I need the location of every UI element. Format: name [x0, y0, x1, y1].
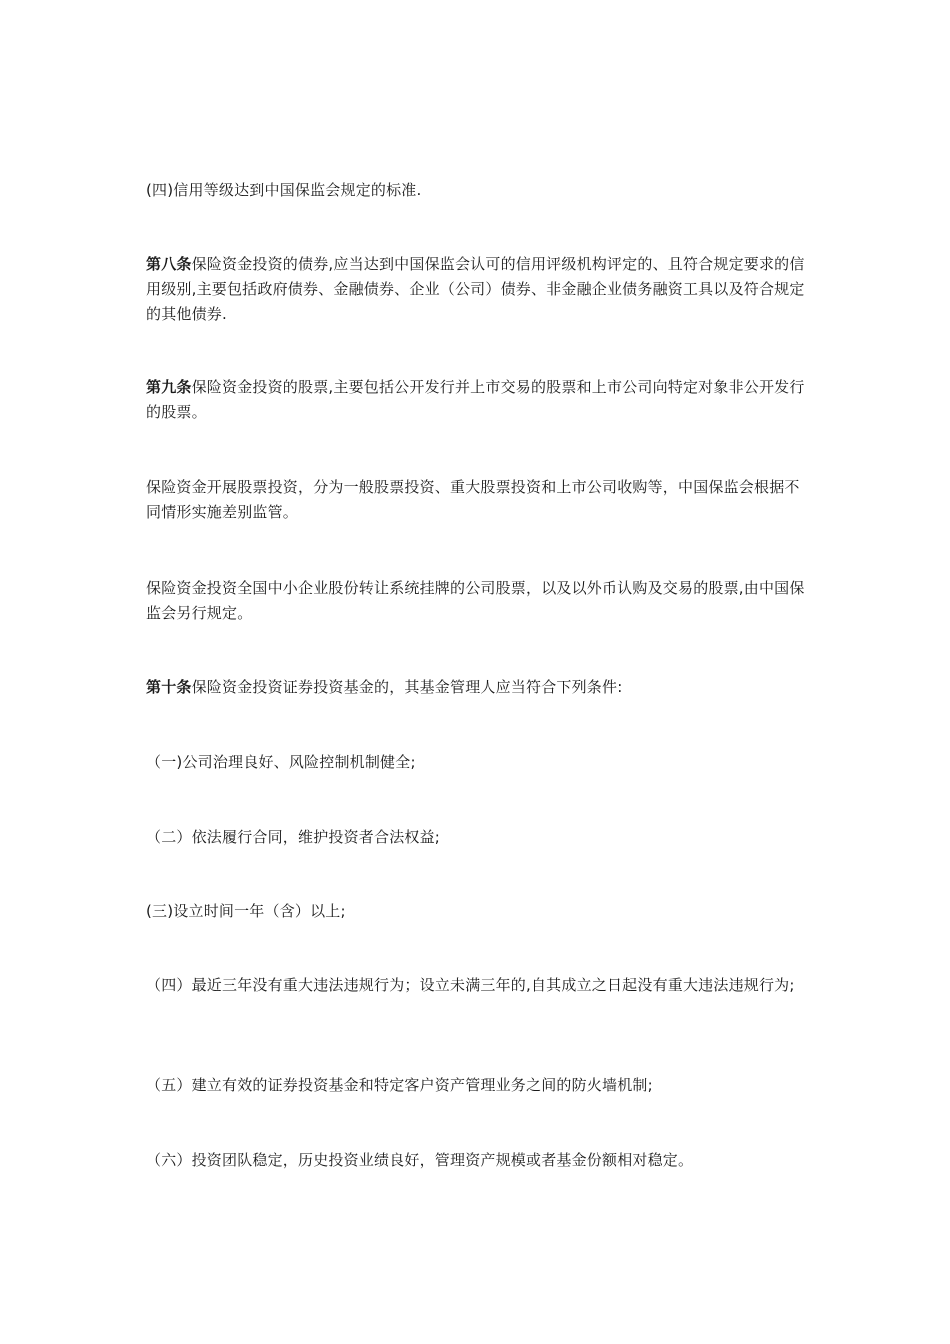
paragraph-article-8 [146, 252, 810, 327]
paragraph-text: 保险资金投资的股票,主要包括公开发行并上市交易的股票和上市公司向特定对象非公开发行的股票。 [146, 378, 805, 421]
paragraph-condition-1 [146, 750, 810, 775]
paragraph-neeq-stocks [146, 576, 810, 626]
paragraph-text: 保险资金投资全国中小企业股份转让系统挂牌的公司股票，以及以外币认购及交易的股票,由中国保监会另行规定。 [146, 579, 805, 622]
paragraph-text: 保险资金开展股票投资，分为一般股票投资、重大股票投资和上市公司收购等，中国保监会根据不同情形实施差别监管。 [146, 478, 800, 521]
paragraph-condition-6 [146, 1148, 810, 1173]
article-heading: 第十条 [146, 678, 192, 696]
paragraph-condition-3 [146, 899, 810, 924]
paragraph-text: （六）投资团队稳定，历史投资业绩良好，管理资产规模或者基金份额相对稳定。 [146, 1151, 694, 1169]
paragraph-article-9 [146, 375, 810, 425]
paragraph-text: （一)公司治理良好、风险控制机制健全; [146, 753, 416, 771]
paragraph-stock-investment [146, 475, 810, 525]
paragraph-condition-4 [146, 973, 810, 998]
paragraph-text: （五）建立有效的证券投资基金和特定客户资产管理业务之间的防火墙机制; [146, 1076, 653, 1094]
paragraph-condition-5 [146, 1073, 810, 1098]
paragraph-text: 保险资金投资的债券,应当达到中国保监会认可的信用评级机构评定的、且符合规定要求的信用级别,主要包括政府债券、金融债券、企业（公司）债券、非金融企业债务融资工具以及符合规定的其他债券. [146, 255, 805, 323]
paragraph-credit-rating-4 [146, 178, 810, 203]
paragraph-article-10 [146, 675, 810, 700]
paragraph-text: (三)设立时间一年（含）以上; [146, 902, 346, 920]
paragraph-condition-2 [146, 825, 810, 850]
paragraph-text: (四)信用等级达到中国保监会规定的标准. [146, 181, 422, 199]
paragraph-text: （四）最近三年没有重大违法违规行为；设立未满三年的,自其成立之日起没有重大违法违规行为; [146, 976, 795, 994]
paragraph-text: 保险资金投资证券投资基金的，其基金管理人应当符合下列条件: [191, 678, 623, 696]
paragraph-text: （二）依法履行合同，维护投资者合法权益; [146, 828, 441, 846]
article-heading: 第九条 [146, 378, 192, 396]
article-heading: 第八条 [146, 255, 192, 273]
